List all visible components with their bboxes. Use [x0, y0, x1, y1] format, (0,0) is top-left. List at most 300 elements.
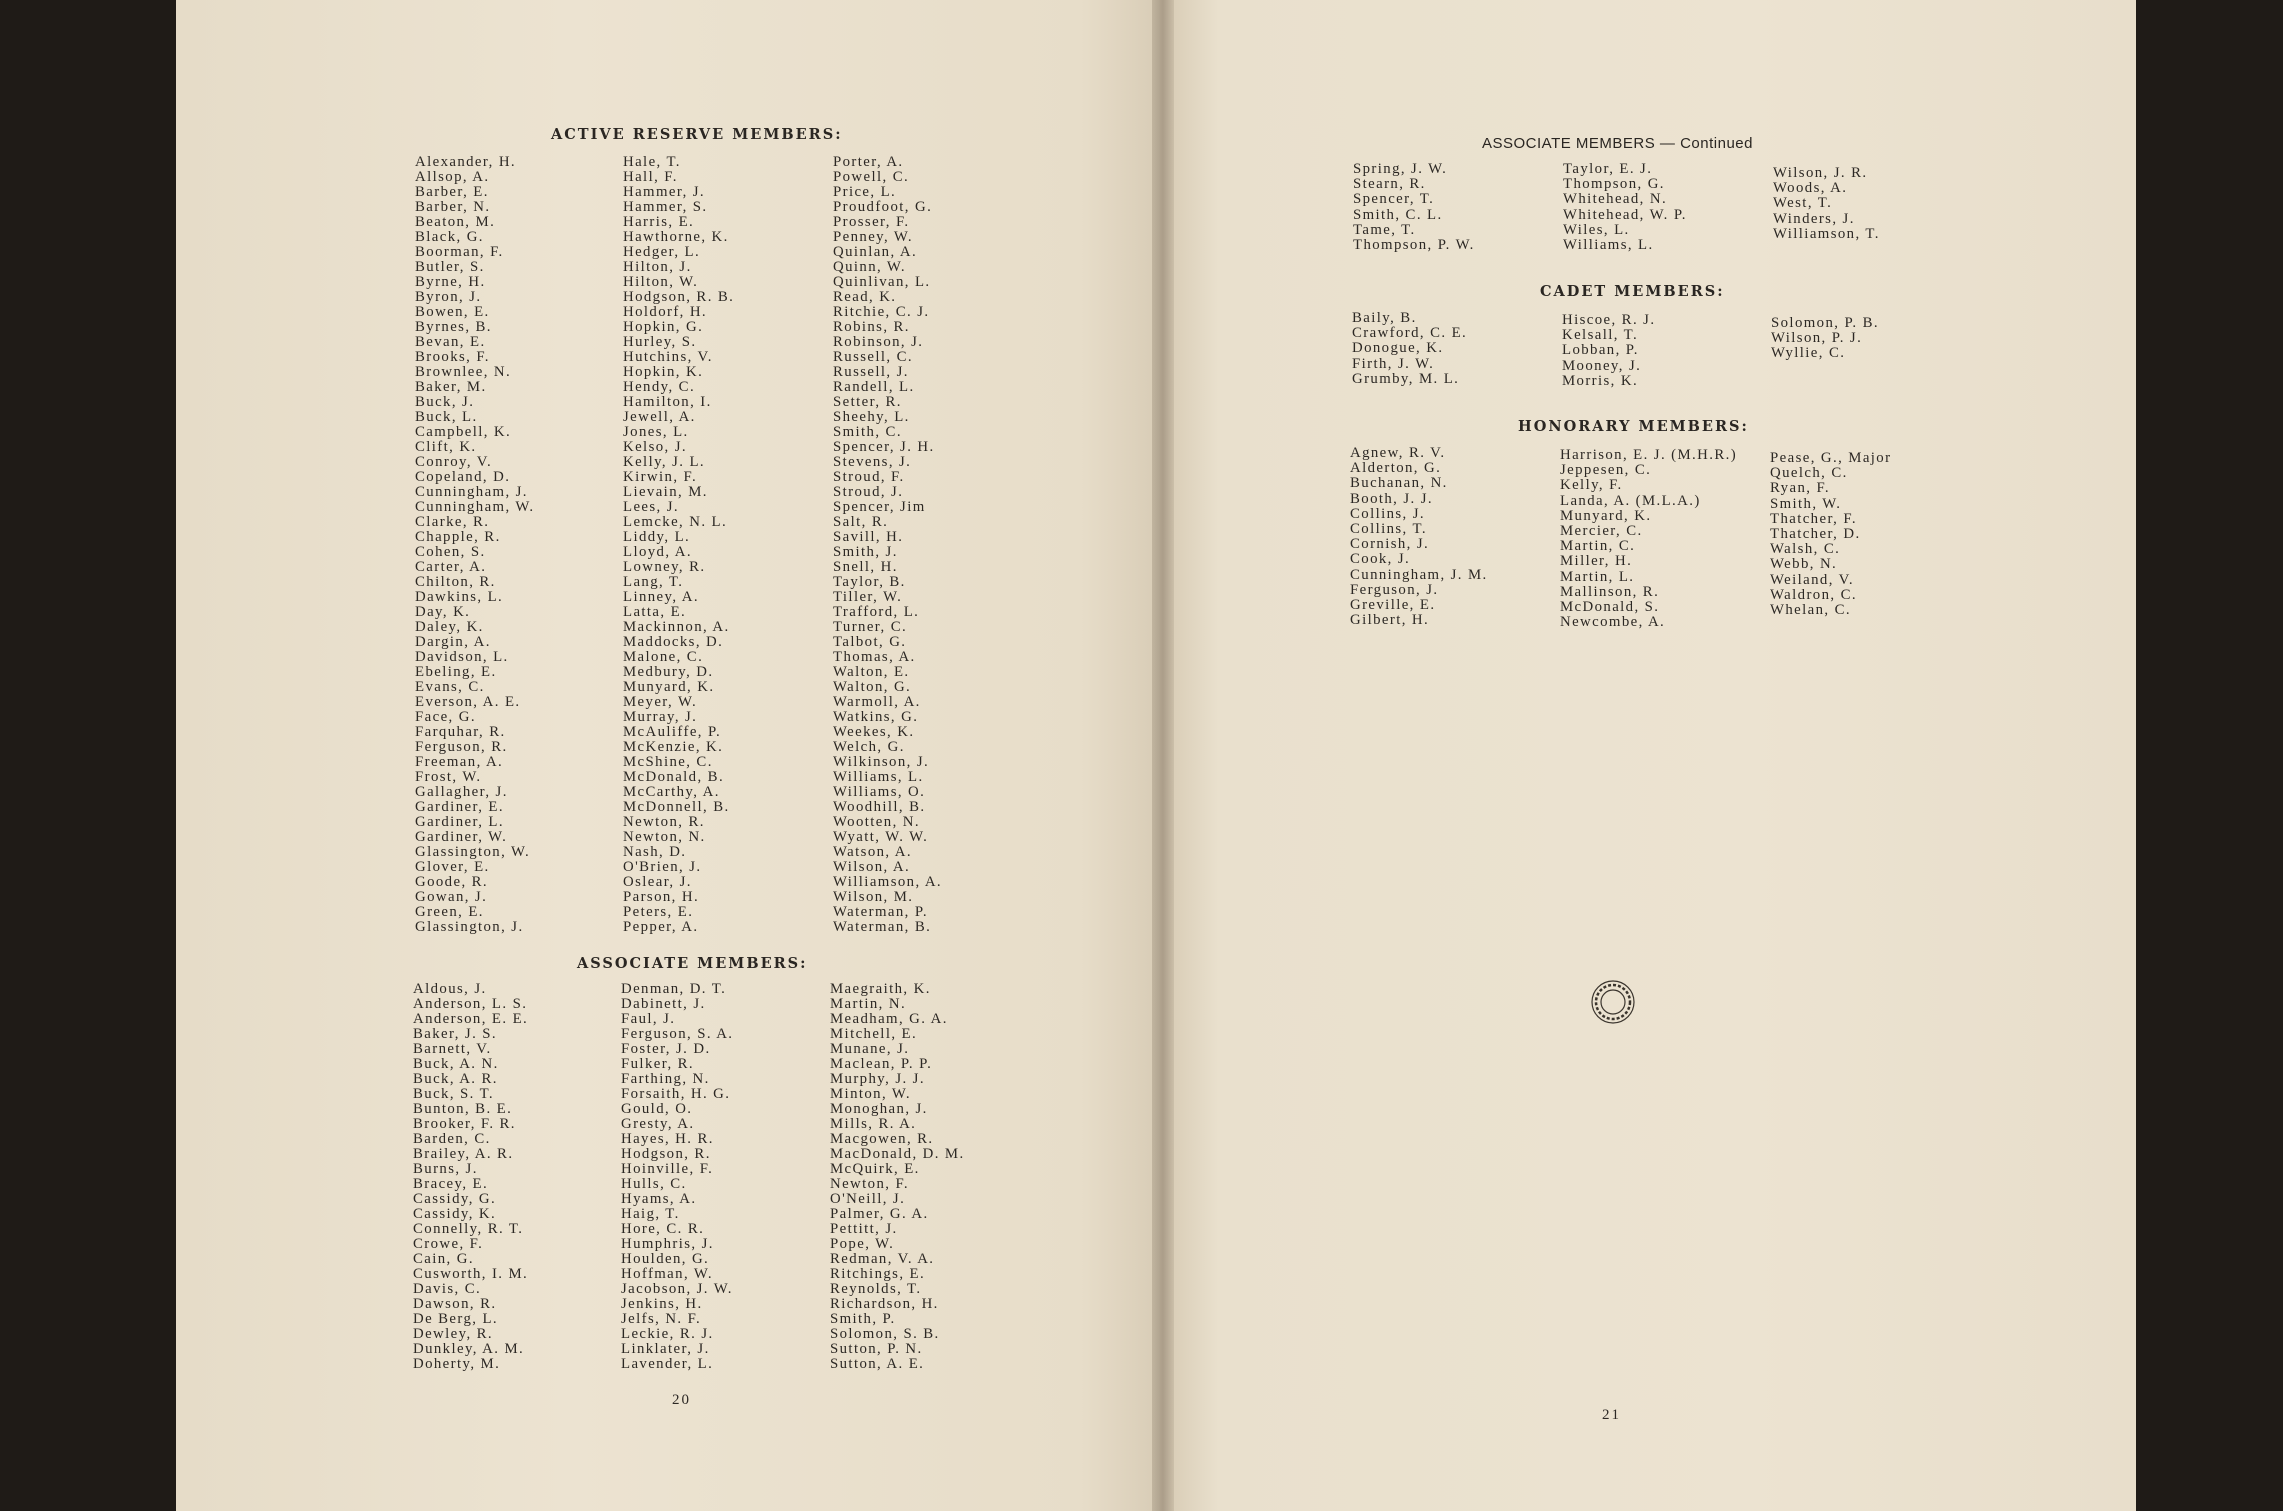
- member-name: Newton, R.: [623, 814, 705, 830]
- member-name: Foster, J. D.: [621, 1041, 711, 1057]
- member-name: Taylor, B.: [833, 574, 906, 590]
- member-name: Waterman, P.: [833, 904, 928, 920]
- member-name: Gardiner, W.: [415, 829, 508, 845]
- member-name: Booth, J. J.: [1350, 490, 1433, 507]
- member-name: Jeppesen, C.: [1560, 462, 1652, 479]
- member-name: Spencer, T.: [1353, 191, 1435, 208]
- member-name: Boorman, F.: [415, 244, 504, 260]
- member-name: Welch, G.: [833, 739, 905, 755]
- member-name: Hopkin, K.: [623, 364, 704, 380]
- member-name: Harris, E.: [623, 214, 695, 230]
- member-name: Buck, J.: [415, 394, 475, 410]
- associate-continued-column-3: [1773, 166, 1880, 242]
- member-name: Stroud, F.: [833, 469, 905, 485]
- member-name: Smith, W.: [1770, 495, 1842, 512]
- member-name: Williamson, A.: [833, 874, 943, 890]
- member-name: Farthing, N.: [621, 1071, 710, 1087]
- member-name: Jelfs, N. F.: [621, 1311, 702, 1327]
- member-name: Jacobson, J. W.: [621, 1281, 733, 1297]
- member-name: Stroud, J.: [833, 484, 904, 500]
- member-name: McShine, C.: [623, 754, 713, 770]
- member-name: Smith, C.: [833, 424, 902, 440]
- associate-column-1: [413, 982, 528, 1372]
- member-name: Richardson, H.: [830, 1296, 939, 1312]
- wreath-ornament-icon: [1588, 977, 1638, 1027]
- member-name: Murphy, J. J.: [830, 1071, 925, 1087]
- member-name: Black, G.: [415, 229, 484, 245]
- member-name: Hore, C. R.: [621, 1221, 705, 1237]
- member-name: Jones, L.: [623, 424, 689, 440]
- cadet-heading: CADET MEMBERS:: [1540, 283, 1725, 300]
- member-name: Gardiner, E.: [415, 799, 504, 815]
- member-name: Mills, R. A.: [830, 1116, 917, 1132]
- member-name: Solomon, S. B.: [830, 1326, 940, 1342]
- member-name: Snell, H.: [833, 559, 898, 575]
- cadet-column-3: [1771, 316, 1879, 362]
- member-name: Barber, N.: [415, 199, 491, 215]
- member-name: Mallinson, R.: [1560, 583, 1660, 600]
- member-name: Bevan, E.: [415, 334, 486, 350]
- member-name: Davis, C.: [413, 1281, 482, 1297]
- member-name: Peters, E.: [623, 904, 694, 920]
- member-name: Warmoll, A.: [833, 694, 921, 710]
- member-name: Palmer, G. A.: [830, 1206, 929, 1222]
- member-name: Crawford, C. E.: [1352, 325, 1468, 342]
- member-name: Kelso, J.: [623, 439, 687, 455]
- member-name: Copeland, D.: [415, 469, 511, 485]
- member-name: Newcombe, A.: [1560, 614, 1666, 631]
- member-name: Walton, E.: [833, 664, 910, 680]
- member-name: Price, L.: [833, 184, 897, 200]
- member-name: Denman, D. T.: [621, 981, 727, 997]
- member-name: Webb, N.: [1770, 556, 1838, 573]
- member-name: Baker, M.: [415, 379, 487, 395]
- member-name: Green, E.: [415, 904, 484, 920]
- member-name: Donogue, K.: [1352, 340, 1444, 357]
- member-name: Meyer, W.: [623, 694, 698, 710]
- member-name: Farquhar, R.: [415, 724, 506, 740]
- member-name: Meadham, G. A.: [830, 1011, 948, 1027]
- member-name: Carter, A.: [415, 559, 487, 575]
- member-name: Mackinnon, A.: [623, 619, 730, 635]
- member-name: Leckie, R. J.: [621, 1326, 714, 1342]
- member-name: Liddy, L.: [623, 529, 691, 545]
- member-name: Collins, J.: [1350, 505, 1426, 522]
- member-name: Redman, V. A.: [830, 1251, 935, 1267]
- member-name: Oslear, J.: [623, 874, 692, 890]
- member-name: Kelly, F.: [1560, 477, 1623, 494]
- member-name: Hodgson, R. B.: [623, 289, 735, 305]
- member-name: Wilson, P. J.: [1771, 330, 1863, 347]
- member-name: West, T.: [1773, 195, 1833, 212]
- member-name: Wyllie, C.: [1771, 345, 1846, 362]
- member-name: Turner, C.: [833, 619, 908, 635]
- member-name: Ritchie, C. J.: [833, 304, 930, 320]
- member-name: Waldron, C.: [1770, 586, 1857, 603]
- associate-column-2: [621, 982, 733, 1372]
- member-name: Cassidy, G.: [413, 1191, 497, 1207]
- page-number-left: 20: [672, 1392, 691, 1408]
- member-name: Wyatt, W. W.: [833, 829, 929, 845]
- member-name: Lloyd, A.: [623, 544, 692, 560]
- member-name: Newton, F.: [830, 1176, 909, 1192]
- member-name: Reynolds, T.: [830, 1281, 922, 1297]
- cadet-column-1: [1352, 311, 1467, 387]
- member-name: Hilton, W.: [623, 274, 699, 290]
- associate-continued-column-1: [1353, 162, 1475, 253]
- member-name: Brooks, F.: [415, 349, 490, 365]
- member-name: Penney, W.: [833, 229, 914, 245]
- member-name: Crowe, F.: [413, 1236, 484, 1252]
- member-name: Hoinville, F.: [621, 1161, 714, 1177]
- associate-column-3: [830, 982, 965, 1372]
- member-name: Minton, W.: [830, 1086, 912, 1102]
- member-name: Frost, W.: [415, 769, 482, 785]
- member-name: Houlden, G.: [621, 1251, 710, 1267]
- member-name: Barnett, V.: [413, 1041, 492, 1057]
- member-name: Thatcher, D.: [1770, 525, 1861, 542]
- member-name: Trafford, L.: [833, 604, 920, 620]
- honorary-column-2: [1560, 448, 1737, 630]
- member-name: Beaton, M.: [415, 214, 496, 230]
- member-name: Face, G.: [415, 709, 476, 725]
- member-name: Bunton, B. E.: [413, 1101, 513, 1117]
- member-name: Aldous, J.: [413, 981, 487, 997]
- member-name: Parson, H.: [623, 889, 700, 905]
- member-name: Waterman, B.: [833, 919, 932, 935]
- member-name: Russell, J.: [833, 364, 909, 380]
- member-name: Setter, R.: [833, 394, 902, 410]
- member-name: Linklater, J.: [621, 1341, 710, 1357]
- member-name: Everson, A. E.: [415, 694, 521, 710]
- member-name: Pease, G., Major: [1770, 450, 1892, 466]
- member-name: Lobban, P.: [1562, 342, 1639, 359]
- member-name: Mitchell, E.: [830, 1026, 918, 1042]
- member-name: Wilson, J. R.: [1773, 165, 1868, 181]
- active-reserve-column-3: [833, 155, 942, 935]
- member-name: Chapple, R.: [415, 529, 501, 545]
- member-name: Kelly, J. L.: [623, 454, 706, 470]
- member-name: McAuliffe, P.: [623, 724, 722, 740]
- member-name: Pepper, A.: [623, 919, 699, 935]
- member-name: Cunningham, W.: [415, 499, 535, 515]
- member-name: Wilson, A.: [833, 859, 911, 875]
- member-name: Evans, C.: [415, 679, 485, 695]
- member-name: Robinson, J.: [833, 334, 924, 350]
- member-name: Clarke, R.: [415, 514, 490, 530]
- member-name: McDonald, S.: [1560, 598, 1660, 615]
- member-name: Powell, C.: [833, 169, 910, 185]
- member-name: Butler, S.: [415, 259, 485, 275]
- member-name: Martin, L.: [1560, 568, 1635, 585]
- member-name: Glassington, J.: [415, 919, 524, 935]
- member-name: Williams, L.: [833, 769, 924, 785]
- member-name: Quelch, C.: [1770, 465, 1848, 482]
- member-name: Baker, J. S.: [413, 1026, 498, 1042]
- member-name: Byron, J.: [415, 289, 482, 305]
- member-name: Buck, S. T.: [413, 1086, 495, 1102]
- member-name: Landa, A. (M.L.A.): [1560, 492, 1701, 509]
- member-name: Murray, J.: [623, 709, 698, 725]
- member-name: McKenzie, K.: [623, 739, 724, 755]
- member-name: Quinlivan, L.: [833, 274, 931, 290]
- member-name: Hammer, S.: [623, 199, 708, 215]
- member-name: Woodhill, B.: [833, 799, 926, 815]
- member-name: Cornish, J.: [1350, 536, 1430, 553]
- member-name: Conroy, V.: [415, 454, 493, 470]
- member-name: Byrne, H.: [415, 274, 486, 290]
- member-name: Morris, K.: [1562, 372, 1639, 389]
- member-name: Hulls, C.: [621, 1176, 687, 1192]
- member-name: Brailey, A. R.: [413, 1146, 514, 1162]
- member-name: Kirwin, F.: [623, 469, 698, 485]
- member-name: Malone, C.: [623, 649, 704, 665]
- member-name: Weiland, V.: [1770, 571, 1854, 588]
- member-name: Maddocks, D.: [623, 634, 724, 650]
- member-name: Proudfoot, G.: [833, 199, 933, 215]
- honorary-column-3: [1770, 451, 1891, 618]
- member-name: Lowney, R.: [623, 559, 706, 575]
- member-name: Macgowen, R.: [830, 1131, 934, 1147]
- member-name: Pope, W.: [830, 1236, 895, 1252]
- member-name: Glover, E.: [415, 859, 490, 875]
- member-name: Whitehead, N.: [1563, 191, 1668, 208]
- member-name: Anderson, E. E.: [413, 1011, 529, 1027]
- member-name: Cunningham, J. M.: [1350, 566, 1488, 583]
- member-name: Buck, A. R.: [413, 1071, 498, 1087]
- member-name: Savill, H.: [833, 529, 904, 545]
- member-name: Brooker, F. R.: [413, 1116, 516, 1132]
- member-name: Cohen, S.: [415, 544, 486, 560]
- member-name: Doherty, M.: [413, 1356, 501, 1372]
- member-name: Prosser, F.: [833, 214, 910, 230]
- associate-heading: ASSOCIATE MEMBERS:: [577, 955, 808, 972]
- active-reserve-column-1: [415, 155, 535, 935]
- member-name: Cunningham, J.: [415, 484, 528, 500]
- member-name: Nash, D.: [623, 844, 687, 860]
- member-name: Hall, F.: [623, 169, 678, 185]
- member-name: Munane, J.: [830, 1041, 910, 1057]
- member-name: Bowen, E.: [415, 304, 490, 320]
- member-name: Sutton, P. N.: [830, 1341, 923, 1357]
- member-name: Holdorf, H.: [623, 304, 708, 320]
- member-name: Brownlee, N.: [415, 364, 512, 380]
- member-name: Walsh, C.: [1770, 541, 1841, 558]
- member-name: Goode, R.: [415, 874, 489, 890]
- member-name: Firth, J. W.: [1352, 355, 1435, 372]
- member-name: Spencer, Jim: [833, 499, 926, 515]
- member-name: Hale, T.: [623, 154, 681, 170]
- member-name: O'Neill, J.: [830, 1191, 906, 1207]
- member-name: Jenkins, H.: [621, 1296, 703, 1312]
- member-name: Hiscoe, R. J.: [1562, 312, 1656, 328]
- member-name: Dargin, A.: [415, 634, 491, 650]
- member-name: Wiles, L.: [1563, 221, 1630, 238]
- member-name: Gallagher, J.: [415, 784, 508, 800]
- member-name: Lees, J.: [623, 499, 679, 515]
- member-name: Spring, J. W.: [1353, 161, 1448, 177]
- associate-continued-heading: ASSOCIATE MEMBERS — Continued: [1482, 135, 1753, 152]
- member-name: Ferguson, R.: [415, 739, 508, 755]
- member-name: Stearn, R.: [1353, 176, 1426, 193]
- member-name: Collins, T.: [1350, 520, 1427, 537]
- member-name: Daley, K.: [415, 619, 484, 635]
- member-name: Stevens, J.: [833, 454, 912, 470]
- member-name: Sheehy, L.: [833, 409, 910, 425]
- member-name: Maegraith, K.: [830, 981, 931, 997]
- member-name: Cassidy, K.: [413, 1206, 497, 1222]
- member-name: Wootten, N.: [833, 814, 920, 830]
- member-name: Weekes, K.: [833, 724, 915, 740]
- member-name: Thomas, A.: [833, 649, 916, 665]
- member-name: Forsaith, H. G.: [621, 1086, 731, 1102]
- member-name: Lemcke, N. L.: [623, 514, 728, 530]
- member-name: Barber, E.: [415, 184, 489, 200]
- member-name: Harrison, E. J. (M.H.R.): [1560, 447, 1738, 463]
- member-name: McDonnell, B.: [623, 799, 730, 815]
- member-name: Tiller, W.: [833, 589, 903, 605]
- member-name: Gowan, J.: [415, 889, 488, 905]
- member-name: Day, K.: [415, 604, 471, 620]
- member-name: Ferguson, S. A.: [621, 1026, 734, 1042]
- member-name: Monoghan, J.: [830, 1101, 928, 1117]
- member-name: Whelan, C.: [1770, 601, 1851, 618]
- honorary-column-1: [1350, 446, 1488, 628]
- member-name: Faul, J.: [621, 1011, 676, 1027]
- member-name: Campbell, K.: [415, 424, 512, 440]
- member-name: Newton, N.: [623, 829, 706, 845]
- member-name: Lang, T.: [623, 574, 684, 590]
- member-name: Porter, A.: [833, 154, 904, 170]
- member-name: Alexander, H.: [415, 154, 517, 170]
- member-name: Salt, R.: [833, 514, 889, 530]
- member-name: Mercier, C.: [1560, 522, 1643, 539]
- member-name: Ebeling, E.: [415, 664, 497, 680]
- member-name: Hayes, H. R.: [621, 1131, 714, 1147]
- member-name: Ryan, F.: [1770, 480, 1830, 497]
- member-name: Alderton, G.: [1350, 460, 1442, 477]
- active-reserve-heading: ACTIVE RESERVE MEMBERS:: [551, 126, 843, 143]
- member-name: Wilkinson, J.: [833, 754, 930, 770]
- member-name: Watkins, G.: [833, 709, 919, 725]
- member-name: Chilton, R.: [415, 574, 496, 590]
- member-name: Humphris, J.: [621, 1236, 714, 1252]
- member-name: Byrnes, B.: [415, 319, 492, 335]
- member-name: Fulker, R.: [621, 1056, 695, 1072]
- member-name: Hoffman, W.: [621, 1266, 713, 1282]
- member-name: Anderson, L. S.: [413, 996, 528, 1012]
- member-name: Hodgson, R.: [621, 1146, 711, 1162]
- member-name: McCarthy, A.: [623, 784, 720, 800]
- member-name: Maclean, P. P.: [830, 1056, 933, 1072]
- member-name: Cook, J.: [1350, 551, 1411, 568]
- member-name: Solomon, P. B.: [1771, 315, 1879, 331]
- member-name: Williamson, T.: [1773, 225, 1880, 242]
- member-name: Kelsall, T.: [1562, 327, 1639, 344]
- member-name: Ritchings, E.: [830, 1266, 926, 1282]
- member-name: Buchanan, N.: [1350, 475, 1448, 492]
- member-name: Dawkins, L.: [415, 589, 504, 605]
- member-name: Dunkley, A. M.: [413, 1341, 525, 1357]
- member-name: Hamilton, I.: [623, 394, 712, 410]
- member-name: De Berg, L.: [413, 1311, 498, 1327]
- member-name: Hendy, C.: [623, 379, 696, 395]
- member-name: Cusworth, I. M.: [413, 1266, 529, 1282]
- member-name: Hawthorne, K.: [623, 229, 729, 245]
- member-name: Hilton, J.: [623, 259, 692, 275]
- member-name: Hurley, S.: [623, 334, 697, 350]
- member-name: Ferguson, J.: [1350, 581, 1439, 598]
- member-name: Agnew, R. V.: [1350, 445, 1446, 461]
- member-name: Hedger, L.: [623, 244, 701, 260]
- member-name: Martin, C.: [1560, 538, 1636, 555]
- member-name: Randell, L.: [833, 379, 915, 395]
- member-name: Mooney, J.: [1562, 357, 1642, 374]
- member-name: Greville, E.: [1350, 596, 1436, 613]
- member-name: Buck, A. N.: [413, 1056, 499, 1072]
- member-name: Lavender, L.: [621, 1356, 714, 1372]
- member-name: Gould, O.: [621, 1101, 693, 1117]
- member-name: Smith, J.: [833, 544, 898, 560]
- member-name: Baily, B.: [1352, 310, 1417, 326]
- member-name: Read, K.: [833, 289, 897, 305]
- member-name: Taylor, E. J.: [1563, 161, 1653, 177]
- member-name: Quinlan, A.: [833, 244, 918, 260]
- member-name: Hopkin, G.: [623, 319, 704, 335]
- member-name: Williams, L.: [1563, 236, 1654, 253]
- member-name: Quinn, W.: [833, 259, 907, 275]
- member-name: Lievain, M.: [623, 484, 708, 500]
- member-name: Russell, C.: [833, 349, 913, 365]
- member-name: Cain, G.: [413, 1251, 474, 1267]
- member-name: Gilbert, H.: [1350, 612, 1430, 629]
- member-name: Hyams, A.: [621, 1191, 697, 1207]
- member-name: Martin, N.: [830, 996, 907, 1012]
- cadet-column-2: [1562, 313, 1655, 389]
- member-name: Grumby, M. L.: [1352, 370, 1460, 387]
- page-number-right: 21: [1602, 1407, 1621, 1423]
- member-name: Gresty, A.: [621, 1116, 695, 1132]
- member-name: Tame, T.: [1353, 221, 1416, 238]
- member-name: Connelly, R. T.: [413, 1221, 524, 1237]
- member-name: Winders, J.: [1773, 210, 1855, 227]
- member-name: Buck, L.: [415, 409, 478, 425]
- member-name: Allsop, A.: [415, 169, 490, 185]
- member-name: O'Brien, J.: [623, 859, 702, 875]
- member-name: Munyard, K.: [623, 679, 715, 695]
- member-name: Sutton, A. E.: [830, 1356, 925, 1372]
- member-name: Latta, E.: [623, 604, 687, 620]
- member-name: Thatcher, F.: [1770, 510, 1857, 527]
- member-name: Glassington, W.: [415, 844, 531, 860]
- member-name: Bracey, E.: [413, 1176, 489, 1192]
- member-name: Whitehead, W. P.: [1563, 206, 1687, 223]
- member-name: Wilson, M.: [833, 889, 914, 905]
- member-name: Haig, T.: [621, 1206, 680, 1222]
- member-name: Smith, P.: [830, 1311, 896, 1327]
- member-name: Thompson, P. W.: [1353, 236, 1475, 253]
- member-name: Hutchins, V.: [623, 349, 713, 365]
- member-name: Gardiner, L.: [415, 814, 504, 830]
- member-name: Barden, C.: [413, 1131, 491, 1147]
- member-name: Walton, G.: [833, 679, 912, 695]
- member-name: Woods, A.: [1773, 180, 1848, 197]
- member-name: Thompson, G.: [1563, 176, 1665, 193]
- member-name: Dabinett, J.: [621, 996, 706, 1012]
- book-spine: [1152, 0, 1174, 1511]
- member-name: Dewley, R.: [413, 1326, 494, 1342]
- member-name: Medbury, D.: [623, 664, 714, 680]
